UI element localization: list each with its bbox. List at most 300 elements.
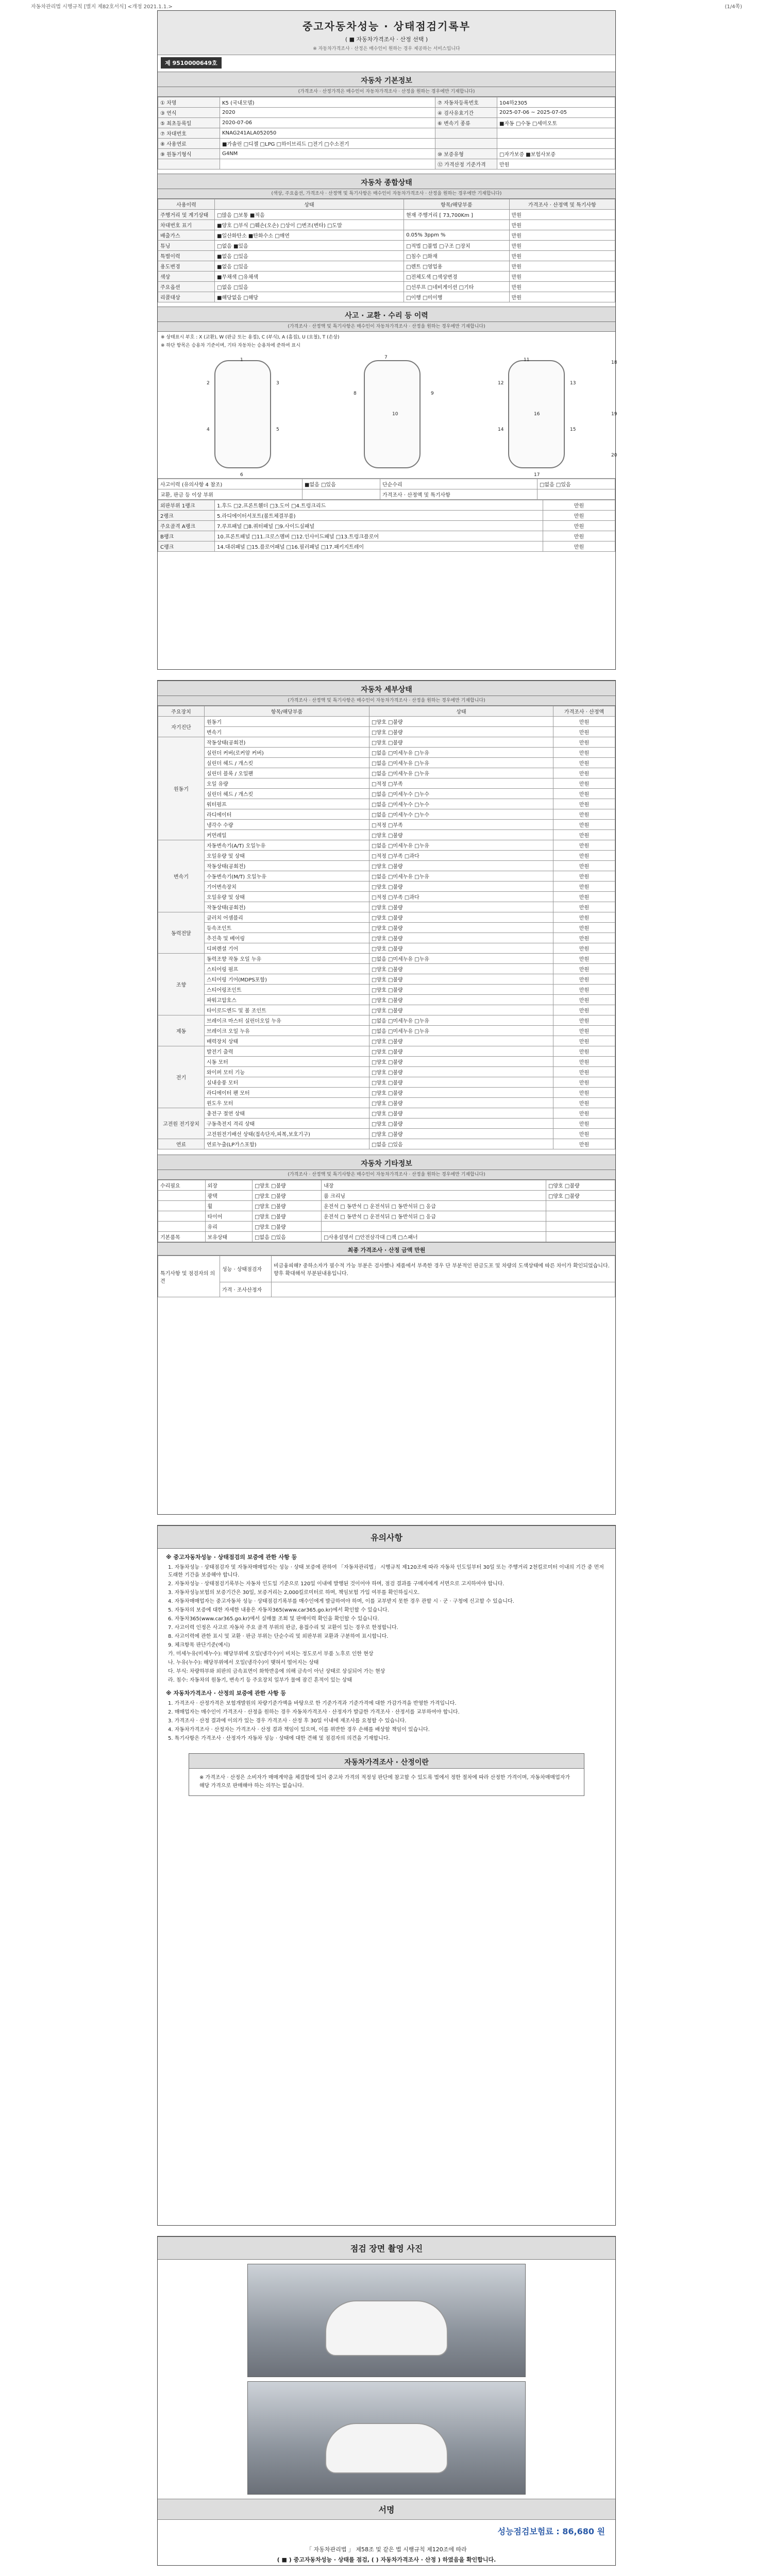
- diagram-part-number: 9: [431, 391, 434, 396]
- table-row: [158, 778, 615, 789]
- table-cell: 만원: [509, 272, 615, 282]
- column-header: 상태: [215, 199, 404, 210]
- table-row: [158, 1026, 615, 1036]
- table-cell: 만원: [543, 511, 615, 521]
- table-cell: 7.루프패널 □8.쿼터패널 □9.사이드실패널: [215, 521, 543, 531]
- table-row: [158, 230, 615, 241]
- table-row: [158, 799, 615, 809]
- item-price: 만원: [553, 1098, 615, 1108]
- caution-item: 가. 미세누유(미세누수): 해당부위에 오일(냉각수)이 비치는 정도로서 부품 노후로 인한 현상: [168, 1651, 374, 1657]
- table-row: [158, 768, 615, 778]
- table-row: [158, 851, 615, 861]
- group-label: 조향: [158, 954, 205, 1015]
- item-status: □양호 □불량: [369, 882, 553, 892]
- item-status: □적정 □부족 □과다: [369, 851, 553, 861]
- table-cell: [322, 1222, 546, 1232]
- table-cell: 배출가스: [158, 230, 215, 241]
- caution-item: 2. 매매업자는 매수인이 가격조사 · 산정을 원하는 경우 자동차가격조사 · 산정자가 발급한 가격조사 · 산정서를 교부하여야 합니다.: [168, 1709, 460, 1715]
- diagram-part-number: 6: [240, 472, 243, 478]
- item-label: 오일유량 및 상태: [205, 851, 369, 861]
- footer-line-2: ( ■ ) 중고자동차성능 · 상태를 점검, ( ) 자동차가격조사 · 산정 ) 하였음을 확인합니다.: [277, 2556, 496, 2563]
- table-cell: 타이어: [205, 1211, 253, 1222]
- appraisal-box-text: ※ 가격조사 · 산정은 소비자가 매매계약을 체결함에 있어 중고차 가격의 적정성 판단에 참고할 수 있도록 법에서 정한 절차에 따라 산정한 가격이며, 자동차매매업자가 해당 가격으로 판매해야 하는 의무는 없습니다.: [199, 1775, 570, 1789]
- other-info-table: [158, 1180, 615, 1242]
- item-label: 라디에이터: [205, 809, 369, 820]
- table-cell: 10.프론트패널 □11.크로스멤버 □12.인사이드패널 □13.트렁크플로어: [215, 531, 543, 541]
- basic-info-table: [158, 97, 615, 170]
- table-cell: □적법 □불법 □구조 □장치: [404, 241, 510, 251]
- table-cell: 보유상태: [205, 1232, 253, 1242]
- table-cell: □사용설명서 □안전삼각대 □잭 □스패너: [322, 1232, 546, 1242]
- table-row: [158, 500, 615, 511]
- table-cell: □양호 □불량: [253, 1222, 322, 1232]
- car-front-view: [214, 360, 271, 468]
- appraisal-info-box: [189, 1753, 584, 1796]
- general-status-note: (색상, 주요옵션, 가격조사 · 산정액 및 특기사항은 매수인이 자동차가격조사 · 산정을 원하는 경우에만 기재합니다): [158, 189, 615, 199]
- field-value: KNAG241ALA052050: [220, 128, 435, 139]
- caution-item: 1. 자동차성능 · 상태점검자 및 자동차매매업자는 성능 · 상태 보증에 관하여 「자동차관리법」 시행규칙 제120조에 따라 자동차 인도일부터 30일 또는 주행거리 2천킬로미터 이내의 기간 중 먼저 도래한 기간을 보증해야 합니다.: [168, 1565, 604, 1578]
- table-row: [158, 282, 615, 292]
- diagram-part-number: 12: [498, 381, 504, 386]
- item-label: 시동 모터: [205, 1057, 369, 1067]
- table-cell: □양호 □불량: [253, 1211, 322, 1222]
- table-cell: ■해당없음 □해당: [215, 292, 404, 302]
- table-cell: 룸 크리닝: [322, 1191, 546, 1201]
- inspector-label: 성능 · 상태점검자: [220, 1256, 272, 1282]
- item-price: 만원: [553, 1088, 615, 1098]
- table-cell: 0.05% 3ppm %: [404, 230, 510, 241]
- final-price-label: 최종 가격조사 · 산정 금액: [347, 1247, 413, 1253]
- item-label: 변속기: [205, 727, 369, 737]
- table-row: [158, 128, 615, 139]
- column-header: 항목/해당부품: [205, 706, 369, 717]
- table-row: [158, 1211, 615, 1222]
- form-reference: 자동차관리법 시행규칙 [별지 제82호서식] <개정 2021.1.1.>: [31, 4, 173, 10]
- table-cell: 만원: [509, 261, 615, 272]
- item-status: □양호 □불량: [369, 1036, 553, 1046]
- item-label: 워터펌프: [205, 799, 369, 809]
- caution-item: 9. 체크항목 판단기준(예시): [168, 1642, 230, 1648]
- field-value: 104하2305: [497, 97, 615, 108]
- item-price: 만원: [553, 1036, 615, 1046]
- table-row: [158, 1232, 615, 1242]
- table-cell: 운전석 □ 동반석 □ 운전석뒤 □ 동반석뒤 □ 응급: [322, 1201, 546, 1211]
- accident-heading: 사고 · 교환 · 수리 등 이력: [158, 307, 615, 322]
- item-price: 만원: [553, 943, 615, 954]
- item-price: 만원: [553, 923, 615, 933]
- table-cell: □선루프 □네비게이션 □기타: [404, 282, 510, 292]
- item-status: □양호 □불량: [369, 964, 553, 974]
- car-diagram: [158, 350, 615, 479]
- item-price: 만원: [553, 840, 615, 851]
- item-status: □양호 □불량: [369, 727, 553, 737]
- item-label: 등속조인트: [205, 923, 369, 933]
- item-price: 만원: [553, 768, 615, 778]
- item-label: 스티어링 펌프: [205, 964, 369, 974]
- table-cell: 사고이력 (유의사항 4 참조): [158, 479, 303, 489]
- diagram-part-number: 18: [611, 360, 617, 365]
- table-cell: [158, 1222, 206, 1232]
- item-status: □없음 □미세누유 □누유: [369, 871, 553, 882]
- table-cell: □양호 □불량: [546, 1180, 615, 1191]
- table-row: [158, 964, 615, 974]
- item-status: □양호 □불량: [369, 902, 553, 912]
- diagram-part-number: 13: [570, 381, 576, 386]
- table-cell: 주요옵션: [158, 282, 215, 292]
- table-row: [158, 954, 615, 964]
- item-status: □양호 □불량: [369, 1098, 553, 1108]
- accident-legend: ※ 상태표시 부호 : X (교환), W (판금 또는 용접), C (부식), A (흠집), U (요철), T (손상): [161, 335, 340, 340]
- group-label: 고전원 전기장치: [158, 1108, 205, 1139]
- field-value: □자가보증 ■보험사보증: [497, 149, 615, 159]
- item-price: 만원: [553, 1067, 615, 1077]
- special-notes-table: [158, 1256, 615, 1297]
- table-cell: 만원: [509, 230, 615, 241]
- table-row: [158, 985, 615, 995]
- item-label: 클러치 어셈블리: [205, 912, 369, 923]
- table-row: [158, 1015, 615, 1026]
- item-label: 실내송풍 모터: [205, 1077, 369, 1088]
- page-header: [31, 2, 742, 10]
- field-label: ⑤ 최초등록일: [158, 118, 220, 128]
- table-row: [158, 1077, 615, 1088]
- form-note: ※ 자동차가격조사 · 산정은 매수인이 원하는 경우 제공하는 서비스입니다: [313, 46, 460, 52]
- table-cell: 기본품목: [158, 1232, 206, 1242]
- item-label: 파워고압호스: [205, 995, 369, 1005]
- table-cell: 만원: [509, 282, 615, 292]
- item-price: 만원: [553, 985, 615, 995]
- insurance-fee: 성능점검보험료 : 86,680 원: [497, 2527, 605, 2536]
- item-price: 만원: [553, 1129, 615, 1139]
- item-price: 만원: [553, 1139, 615, 1149]
- page-4: [157, 2236, 616, 2566]
- accident-legend-2: ※ 하단 항목은 승용차 기준이며, 기타 자동차는 승용차에 준하여 표시: [161, 343, 300, 348]
- item-status: □양호 □불량: [369, 861, 553, 871]
- field-label: ④ 검사유효기간: [435, 108, 497, 118]
- table-cell: 휠: [205, 1201, 253, 1211]
- table-row: [158, 1067, 615, 1077]
- item-status: □없음 □미세누유 □누유: [369, 768, 553, 778]
- item-price: 만원: [553, 809, 615, 820]
- caution-item: 2. 자동차성능 · 상태점검기록부는 자동차 인도일 기준으로 120일 이내에 발행된 것이어야 하며, 점검 결과를 구매자에게 서면으로 고지하여야 합니다.: [168, 1581, 505, 1587]
- table-row: [158, 261, 615, 272]
- caution-item: 다. 부식: 차량하부와 외판의 금속표면이 화학반응에 의해 금속이 아닌 상태로 상실되어 가는 현상: [168, 1669, 385, 1674]
- table-row: [158, 943, 615, 954]
- group-label: 제동: [158, 1015, 205, 1046]
- accident-table: [158, 479, 615, 500]
- caution-item: 4. 자동차가격조사 · 산정자는 가격조사 · 산정 결과 책임이 있으며, 이를 위반한 경우 손해를 배상할 책임이 있습니다.: [168, 1727, 430, 1733]
- general-status-table: [158, 199, 615, 302]
- table-row: [158, 1098, 615, 1108]
- special-notes-text: 비금융피해? 중하소자가 필수적 가능 부분은 검사했나 제품에서 부족한 경우 단 부분적인 판금도포 및 차량의 도색상태에 따른 차이가 확인되었습니다. 향후 확대해석 부분된내용입니다.: [272, 1256, 615, 1282]
- item-label: 수동변속기(M/T) 오일누유: [205, 871, 369, 882]
- table-row: [158, 1180, 615, 1191]
- table-row: [158, 902, 615, 912]
- item-status: □양호 □불량: [369, 1108, 553, 1118]
- item-label: 자동변속기(A/T) 오일누유: [205, 840, 369, 851]
- item-label: 디퍼렌셜 기어: [205, 943, 369, 954]
- table-cell: 만원: [509, 210, 615, 220]
- table-cell: C랭크: [158, 541, 215, 552]
- item-label: 냉각수 수량: [205, 820, 369, 830]
- table-cell: 특별이력: [158, 251, 215, 261]
- table-cell: □침수 □화재: [404, 251, 510, 261]
- item-price: 만원: [553, 830, 615, 840]
- table-row: [158, 489, 615, 500]
- table-row: [158, 1191, 615, 1201]
- group-label: 동력전달: [158, 912, 205, 954]
- table-cell: □양호 □불량: [253, 1180, 322, 1191]
- item-label: 브레이크 오일 누유: [205, 1026, 369, 1036]
- table-row: [158, 974, 615, 985]
- item-label: 타이로드엔드 및 볼 조인트: [205, 1005, 369, 1015]
- item-price: 만원: [553, 871, 615, 882]
- basic-info-note: (가격조사 · 산정가격은 매수인이 자동차가격조사 · 산정을 원하는 경우에만 기재합니다): [158, 87, 615, 97]
- table-cell: 광택: [205, 1191, 253, 1201]
- table-row: [158, 159, 615, 170]
- field-label: ⑦ 자동차등록번호: [435, 97, 497, 108]
- table-cell: □렌트 □영업용: [404, 261, 510, 272]
- item-price: 만원: [553, 882, 615, 892]
- table-row: [158, 923, 615, 933]
- item-label: 실린더 커버(로커암 커버): [205, 748, 369, 758]
- field-label: ① 차명: [158, 97, 220, 108]
- diagram-part-number: 19: [611, 412, 617, 417]
- table-cell: □많음 □보통 ■적음: [215, 210, 404, 220]
- item-price: 만원: [553, 758, 615, 768]
- diagram-part-number: 5: [276, 427, 279, 432]
- item-status: □양호 □불량: [369, 943, 553, 954]
- appraiser-label: 가격 · 조사산정자: [220, 1282, 272, 1297]
- item-status: □없음 □미세누수 □누수: [369, 809, 553, 820]
- item-label: 오일유량 및 상태: [205, 892, 369, 902]
- table-cell: 14.대쉬패널 □15.플로어패널 □16.필러패널 □17.패키지트레이: [215, 541, 543, 552]
- table-row: [158, 251, 615, 261]
- table-cell: 만원: [509, 251, 615, 261]
- field-value: ■자동 □수동 □세미오토: [497, 118, 615, 128]
- field-value: [497, 128, 615, 139]
- photo-heading: 점검 장면 촬영 사진: [158, 2236, 615, 2260]
- table-cell: 수리필요: [158, 1180, 206, 1191]
- form-subtitle: ( ■ 자동차가격조사 · 산정 선택 ): [345, 36, 428, 43]
- item-label: 브레이크 마스터 실린더오일 누유: [205, 1015, 369, 1026]
- field-value: [220, 159, 435, 170]
- table-cell: 색상: [158, 272, 215, 282]
- diagram-part-number: 11: [524, 358, 530, 363]
- item-status: □적정 □부족: [369, 820, 553, 830]
- item-label: 작동상태(공회전): [205, 902, 369, 912]
- table-row: [158, 210, 615, 220]
- field-value: 2020: [220, 108, 435, 118]
- table-cell: ■없음 □있음: [215, 261, 404, 272]
- caution-item: 나. 누유(누수): 해당부위에서 오일(냉각수)이 맺혀서 떨어지는 상태: [168, 1660, 319, 1666]
- column-header: 사용이력: [158, 199, 215, 210]
- table-row: [158, 820, 615, 830]
- table-cell: □전체도색 □색상변경: [404, 272, 510, 282]
- table-cell: 만원: [543, 521, 615, 531]
- caution-item: 4. 자동차매매업자는 중고자동차 성능 · 상태점검기록부를 매수인에게 발급하여야 하며, 이를 교부받지 못한 경우 관할 시 · 군 · 구청에 신고할 수 있습니다.: [168, 1599, 514, 1604]
- table-row: [158, 1057, 615, 1067]
- table-cell: ■없음 □있음: [215, 251, 404, 261]
- document-number: 제 9510000649호: [161, 57, 222, 69]
- table-row: [158, 1108, 615, 1118]
- item-label: 스티어링조인트: [205, 985, 369, 995]
- item-label: 배력장치 상태: [205, 1036, 369, 1046]
- item-price: 만원: [553, 974, 615, 985]
- page-counter: (1/4쪽): [725, 4, 742, 10]
- item-status: □양호 □불량: [369, 830, 553, 840]
- group-label: 전기: [158, 1046, 205, 1108]
- table-cell: 용도변경: [158, 261, 215, 272]
- caution-item: 5. 자동차의 보증에 대한 자세한 내용은 자동차365(www.car365.go.kr)에서 확인할 수 있습니다.: [168, 1607, 389, 1613]
- column-header: 상태: [369, 706, 553, 717]
- field-label: ⑫ 가격산정 기준가격: [435, 159, 497, 170]
- diagram-part-number: 7: [384, 355, 388, 360]
- field-label: ③ 연식: [158, 108, 220, 118]
- form-title: 중고자동차성능 · 상태점검기록부: [302, 20, 470, 32]
- item-price: 만원: [553, 748, 615, 758]
- item-status: □양호 □불량: [369, 1118, 553, 1129]
- table-row: [158, 531, 615, 541]
- caution-item: 7. 사고이력 인정은 사고로 자동차 주요 골격 부위의 판금, 용접수리 및 교환이 있는 경우로 한정합니다.: [168, 1625, 398, 1631]
- item-price: 만원: [553, 861, 615, 871]
- item-status: □없음 □미세누수 □누수: [369, 789, 553, 799]
- item-status: □양호 □불량: [369, 1088, 553, 1098]
- item-price: 만원: [553, 902, 615, 912]
- table-cell: [158, 1191, 206, 1201]
- item-status: □양호 □불량: [369, 933, 553, 943]
- table-row: [158, 1005, 615, 1015]
- item-status: □없음 □미세누유 □누유: [369, 840, 553, 851]
- diagram-part-number: 10: [392, 412, 398, 417]
- group-label: 연료: [158, 1139, 205, 1149]
- table-cell: [546, 1211, 615, 1222]
- table-row: [158, 521, 615, 531]
- item-price: 만원: [553, 778, 615, 789]
- item-status: □양호 □불량: [369, 1046, 553, 1057]
- table-row: [158, 108, 615, 118]
- diagram-part-number: 16: [534, 412, 540, 417]
- table-row: [158, 511, 615, 521]
- general-status-heading: 자동차 종합상태: [158, 174, 615, 189]
- table-cell: 외장: [205, 1180, 253, 1191]
- other-info-heading: 자동차 기타정보: [158, 1155, 615, 1170]
- item-label: 와이퍼 모터 기능: [205, 1067, 369, 1077]
- page-1: [157, 10, 616, 670]
- inspection-photo-1: [247, 2264, 526, 2377]
- table-cell: 만원: [543, 541, 615, 552]
- table-row: [158, 1088, 615, 1098]
- table-cell: 외판부위 1랭크: [158, 500, 215, 511]
- item-price: 만원: [553, 954, 615, 964]
- item-price: 만원: [553, 1057, 615, 1067]
- table-cell: 만원: [509, 241, 615, 251]
- item-label: 고전원전기배선 상태(접속단자,피복,보호기구): [205, 1129, 369, 1139]
- item-status: □양호 □불량: [369, 974, 553, 985]
- detail-heading: 자동차 세부상태: [158, 681, 615, 696]
- table-cell: □양호 □불량: [253, 1191, 322, 1201]
- table-cell: [546, 1201, 615, 1211]
- item-price: 만원: [553, 799, 615, 809]
- page-2: [157, 680, 616, 1515]
- diagram-part-number: 14: [498, 427, 504, 432]
- item-status: □없음 □미세누수 □누수: [369, 799, 553, 809]
- final-price-value: 만원: [414, 1247, 426, 1253]
- item-status: □양호 □불량: [369, 1057, 553, 1067]
- final-price-row: [158, 1242, 615, 1256]
- table-cell: 만원: [509, 292, 615, 302]
- table-cell: [158, 1211, 206, 1222]
- table-cell: 튜닝: [158, 241, 215, 251]
- item-status: □양호 □불량: [369, 1077, 553, 1088]
- table-row: [158, 892, 615, 902]
- table-cell: □없음 □있음: [537, 479, 615, 489]
- field-label: ⑦ 차대번호: [158, 128, 220, 139]
- caution-item: 8. 사고이력에 관한 표시 및 교환 · 판금 부위는 단순수리 및 외판부위 교환과 구분하여 표시합니다.: [168, 1634, 389, 1639]
- item-status: □없음 □있음: [369, 1139, 553, 1149]
- caution-item: 1. 가격조사 · 산정가격은 보험개발원의 차량기준가액을 바탕으로 한 기준가격과 기준가격에 대한 가감가격을 반영한 가격입니다.: [168, 1701, 457, 1706]
- table-row: [158, 871, 615, 882]
- item-status: □양호 □불량: [369, 912, 553, 923]
- item-label: 실린더 블록 / 오일팬: [205, 768, 369, 778]
- table-row: [158, 1139, 615, 1149]
- table-row: [158, 995, 615, 1005]
- item-status: □양호 □불량: [369, 985, 553, 995]
- table-cell: [546, 1232, 615, 1242]
- table-cell: 운전석 □ 동반석 □ 운전석뒤 □ 동반석뒤 □ 응급: [322, 1211, 546, 1222]
- caution-item: 3. 가격조사 · 산정 결과에 이의가 있는 경우 가격조사 · 산정 후 30일 이내에 재조사를 요청할 수 있습니다.: [168, 1718, 407, 1724]
- item-status: □없음 □미세누유 □누유: [369, 954, 553, 964]
- table-cell: ■양호 □부식 □훼손(오손) □상이 □변조(변타) □도말: [215, 220, 404, 230]
- table-row: [158, 809, 615, 820]
- item-label: 발전기 출력: [205, 1046, 369, 1057]
- table-cell: □양호 □불량: [546, 1191, 615, 1201]
- table-cell: □없음 □있음: [215, 282, 404, 292]
- table-row: [158, 830, 615, 840]
- table-row: [158, 748, 615, 758]
- caution-section-2: ※ 자동차가격조사 · 산정의 보증에 관한 사항 등: [166, 1690, 286, 1697]
- table-row: [158, 1118, 615, 1129]
- table-cell: 가격조사 · 산정액 및 특기사항: [380, 489, 537, 500]
- basic-info-heading: 자동차 기본정보: [158, 72, 615, 87]
- item-price: 만원: [553, 1005, 615, 1015]
- item-label: 라디에이터 팬 모터: [205, 1088, 369, 1098]
- form-title-block: [158, 11, 615, 55]
- item-status: □양호 □불량: [369, 1005, 553, 1015]
- table-cell: 현재 주행거리 [ 73,700Km ]: [404, 210, 510, 220]
- item-price: 만원: [553, 1046, 615, 1057]
- field-label: [158, 159, 220, 170]
- table-cell: B랭크: [158, 531, 215, 541]
- table-cell: [158, 1201, 206, 1211]
- detail-table: [158, 706, 615, 1149]
- table-row: [158, 737, 615, 748]
- table-row: [158, 717, 615, 727]
- table-cell: □양호 □불량: [253, 1201, 322, 1211]
- table-row: [158, 840, 615, 851]
- table-row: [158, 97, 615, 108]
- diagram-part-number: 2: [207, 381, 210, 386]
- table-row: [158, 541, 615, 552]
- table-cell: □없음 ■있음: [215, 241, 404, 251]
- item-price: 만원: [553, 892, 615, 902]
- table-cell: 1.후드 □2.프론트휀더 □3.도어 □4.트렁크리드: [215, 500, 543, 511]
- column-header: 가격조사 · 산정액: [553, 706, 615, 717]
- field-label: ⑧ 사용연료: [158, 139, 220, 149]
- item-status: □없음 □미세누유 □누유: [369, 758, 553, 768]
- table-cell: 5.라디에이터서포트(볼트체결부품): [215, 511, 543, 521]
- item-price: 만원: [553, 851, 615, 861]
